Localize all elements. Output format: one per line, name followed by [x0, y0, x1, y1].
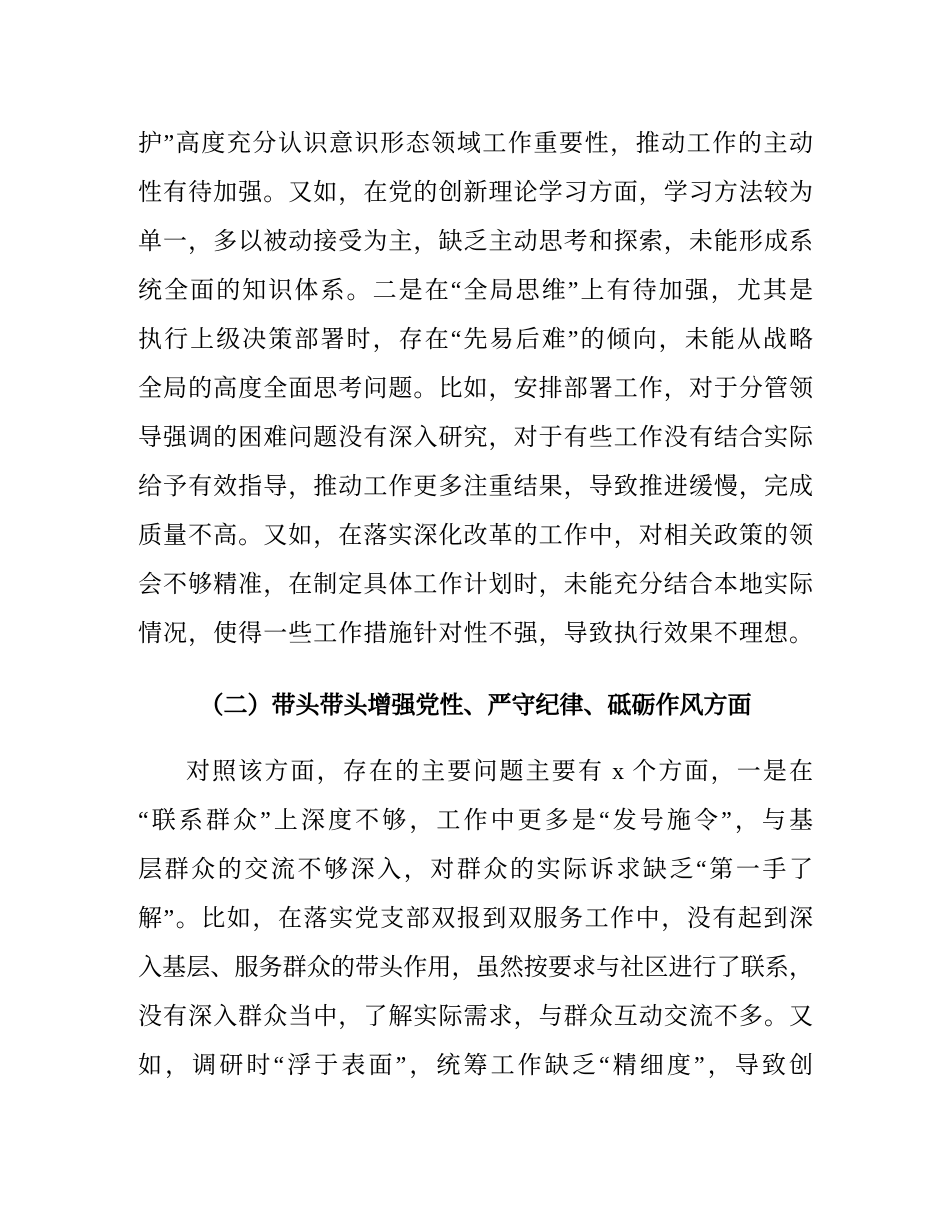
section-heading-2: （二）带头带头增强党性、严守纪律、砥砺作风方面	[199, 692, 752, 719]
text-line: 全局的高度全面思考问题。比如，安排部署工作，对于分管领	[138, 376, 813, 402]
text-line: 统全面的知识体系。二是在“全局思维”上有待加强，尤其是	[138, 278, 813, 304]
text-line: 没有深入群众当中，了解实际需求，与群众互动交流不多。又	[138, 1004, 813, 1030]
text-line: 性有待加强。又如，在党的创新理论学习方面，学习方法较为	[138, 180, 813, 206]
text-line: 如，调研时“浮于表面”，统筹工作缺乏“精细度”，导致创	[138, 1053, 813, 1079]
text-line: 情况，使得一些工作措施针对性不强，导致执行效果不理想。	[138, 621, 813, 647]
text-line: “联系群众”上深度不够，工作中更多是“发号施令”，与基	[138, 808, 813, 834]
text-line: 执行上级决策部署时，存在“先易后难”的倾向，未能从战略	[138, 327, 813, 353]
text-line: 护”高度充分认识意识形态领域工作重要性，推动工作的主动	[138, 131, 813, 157]
text-line: 入基层、服务群众的带头作用，虽然按要求与社区进行了联系，	[138, 955, 813, 981]
text-line: 质量不高。又如，在落实深化改革的工作中，对相关政策的领	[138, 523, 813, 549]
text-line: 导强调的困难问题没有深入研究，对于有些工作没有结合实际	[138, 425, 813, 451]
text-line: 给予有效指导，推动工作更多注重结果，导致推进缓慢，完成	[138, 474, 813, 500]
text-line: 解”。比如，在落实党支部双报到双服务工作中，没有起到深	[138, 906, 813, 932]
text-line: 层群众的交流不够深入，对群众的实际诉求缺乏“第一手了	[138, 857, 813, 883]
paragraph-1	[138, 120, 813, 659]
text-line: 单一，多以被动接受为主，缺乏主动思考和探索，未能形成系	[138, 229, 813, 255]
text-line: 会不够精准，在制定具体工作计划时，未能充分结合本地实际	[138, 572, 813, 598]
text-line: 对照该方面，存在的主要问题主要有 x 个方面，一是在	[186, 759, 813, 785]
paragraph-2	[138, 748, 813, 1091]
